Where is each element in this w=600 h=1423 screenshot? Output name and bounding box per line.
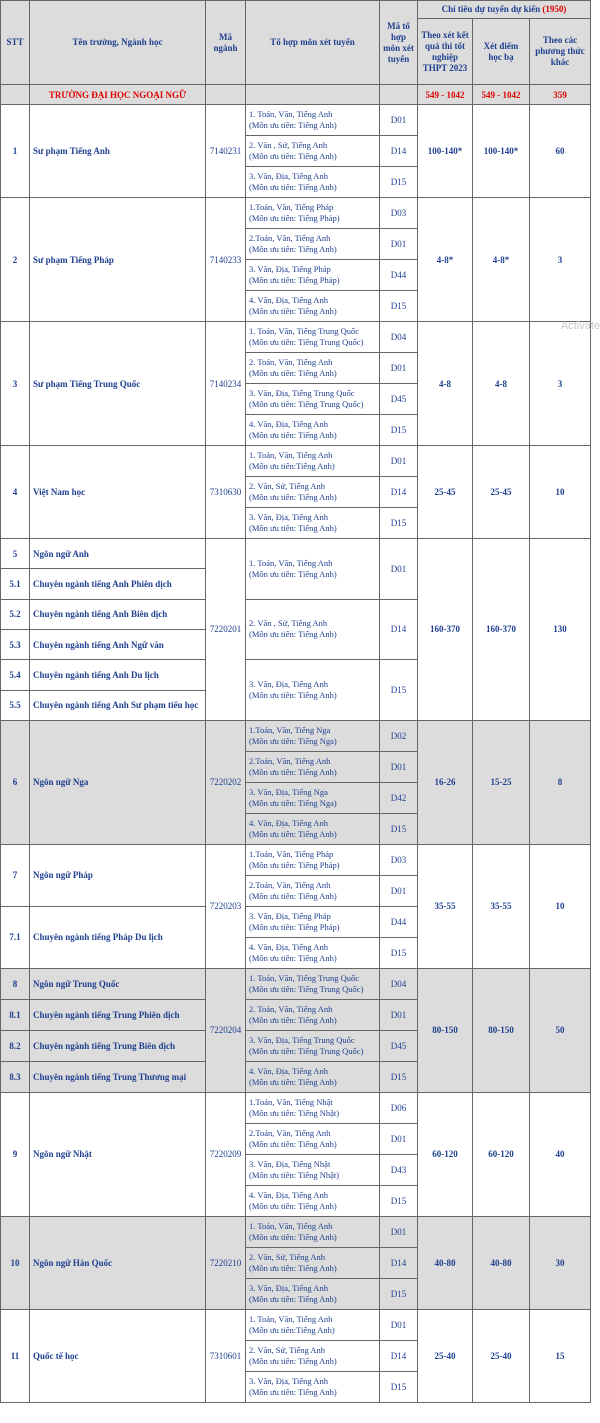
combo-priority: (Môn ưu tiên: Tiếng Pháp) (249, 921, 340, 932)
combo-priority: (Môn ưu tiên: Tiếng Anh) (249, 1138, 337, 1149)
subject-combo (246, 782, 380, 813)
program-row (1, 844, 591, 875)
combo-code: D14 (380, 136, 418, 167)
subject-combo (246, 1340, 380, 1371)
program-code: 7310601 (206, 1309, 246, 1402)
subject-combo (246, 322, 380, 353)
quota-other: 10 (530, 446, 591, 539)
major-name: Sư phạm Tiếng Trung Quốc (30, 322, 206, 446)
combo-subjects: 3. Văn, Địa, Tiếng Anh (249, 679, 328, 690)
program-row (1, 1216, 591, 1247)
combo-subjects: 1. Toán, Văn, Tiếng Anh (249, 1313, 333, 1324)
quota-hocba: 4-8 (473, 322, 530, 446)
combo-subjects: 2. Văn, Sử, Tiếng Anh (249, 1251, 326, 1262)
combo-priority: (Môn ưu tiên: Tiếng Anh) (249, 1014, 337, 1025)
quota-hocba: 40-80 (473, 1216, 530, 1309)
combo-code: D01 (380, 1309, 418, 1340)
combo-priority: (Môn ưu tiên: Tiếng Anh) (249, 244, 337, 254)
combo-subjects: 1.Toán, Văn, Tiếng Nhật (249, 1096, 333, 1107)
header-code: Mã ngành (206, 1, 246, 85)
subject-combo (246, 599, 380, 660)
combo-subjects: 3. Văn, Địa, Tiếng Anh (249, 512, 328, 522)
subject-combo (246, 353, 380, 384)
combo-code: D01 (380, 229, 418, 260)
combo-code: D43 (380, 1154, 418, 1185)
program-row (1, 198, 591, 229)
major-stt: 5.3 (1, 629, 30, 659)
quota-thpt: 80-150 (418, 968, 473, 1092)
program-row (1, 720, 591, 751)
watermark-text: Activate (560, 320, 600, 332)
major-name: Chuyên ngành tiếng Trung Phiên dịch (30, 999, 206, 1030)
combo-priority: (Môn ưu tiên:Tiếng Anh) (249, 1324, 335, 1335)
major-name: Ngôn ngữ Nga (30, 720, 206, 844)
combo-subjects: 4. Văn, Địa, Tiếng Anh (249, 1189, 328, 1200)
quota-other: 130 (530, 539, 591, 721)
header-quota-label: Chỉ tiêu dự tuyển dự kiến (441, 4, 543, 14)
quota-other: 3 (530, 322, 591, 446)
combo-subjects: 1.Toán, Văn, Tiếng Nga (249, 724, 331, 735)
subject-combo (246, 875, 380, 906)
major-stt: 8 (1, 968, 30, 999)
combo-subjects: 3. Văn, Địa, Tiếng Pháp (249, 264, 331, 274)
quota-hocba: 100-140* (473, 105, 530, 198)
combo-code: D15 (380, 1185, 418, 1216)
quota-other: 15 (530, 1309, 591, 1402)
combo-code: D42 (380, 782, 418, 813)
major-name: Chuyên ngành tiếng Anh Ngữ văn (30, 629, 206, 659)
combo-code: D15 (380, 813, 418, 844)
program-code: 7140234 (206, 322, 246, 446)
header-quota-thpt: Theo xét kết quả thi tốt nghiệp THPT 2023 (418, 19, 473, 85)
major-stt: 7.1 (1, 906, 30, 968)
quota-other: 60 (530, 105, 591, 198)
header-quota-other: Theo các phương thức khác (530, 19, 591, 85)
combo-subjects: 4. Văn, Địa, Tiếng Anh (249, 941, 328, 952)
combo-subjects: 2. Toán, Văn, Tiếng Anh (249, 357, 333, 367)
combo-code: D45 (380, 1030, 418, 1061)
school-code (206, 85, 246, 105)
subject-combo (246, 539, 380, 600)
combo-priority: (Môn ưu tiên: Tiếng Anh) (249, 523, 337, 533)
combo-priority: (Môn ưu tiên: Tiếng Anh) (249, 120, 337, 130)
combo-subjects: 3. Văn, Địa, Tiếng Trung Quốc (249, 1034, 355, 1045)
major-name: Ngôn ngữ Trung Quốc (30, 968, 206, 999)
school-name: TRƯỜNG ĐẠI HỌC NGOẠI NGỮ (30, 85, 206, 105)
subject-combo (246, 136, 380, 167)
major-stt: 9 (1, 1092, 30, 1216)
subject-combo (246, 291, 380, 322)
combo-code: D15 (380, 937, 418, 968)
combo-subjects: 4. Văn, Địa, Tiếng Anh (249, 817, 328, 828)
combo-subjects: 1. Toán, Văn, Tiếng Anh (249, 557, 333, 568)
combo-code: D01 (380, 1123, 418, 1154)
combo-subjects: 1. Toán, Văn, Tiếng Anh (249, 450, 333, 460)
quota-other: 30 (530, 1216, 591, 1309)
combo-priority: (Môn ưu tiên: Tiếng Anh) (249, 1262, 337, 1273)
combo-subjects: 2. Văn, Sử, Tiếng Anh (249, 481, 326, 491)
major-stt: 4 (1, 446, 30, 539)
school-quota-hocba: 549 - 1042 (473, 85, 530, 105)
quota-other: 3 (530, 198, 591, 322)
major-name: Quốc tế học (30, 1309, 206, 1402)
combo-code: D01 (380, 875, 418, 906)
combo-priority: (Môn ưu tiên: Tiếng Nga) (249, 797, 337, 808)
subject-combo (246, 477, 380, 508)
subject-combo (246, 167, 380, 198)
combo-subjects: 4. Văn, Địa, Tiếng Anh (249, 419, 328, 429)
major-name: Chuyên ngành tiếng Anh Phiên dịch (30, 569, 206, 599)
combo-subjects: 3. Văn, Địa, Tiếng Pháp (249, 910, 331, 921)
program-row (1, 1309, 591, 1340)
combo-priority: (Môn ưu tiên:Tiếng Anh) (249, 461, 335, 471)
school-combo-code (380, 85, 418, 105)
combo-priority: (Môn ưu tiên: Tiếng Anh) (249, 182, 337, 192)
combo-code: D01 (380, 446, 418, 477)
combo-priority: (Môn ưu tiên: Tiếng Anh) (249, 766, 337, 777)
combo-subjects: 3. Văn, Địa, Tiếng Nga (249, 786, 328, 797)
subject-combo (246, 968, 380, 999)
major-stt: 8.1 (1, 999, 30, 1030)
program-row (1, 968, 591, 999)
school-stt (1, 85, 30, 105)
quota-thpt: 4-8 (418, 322, 473, 446)
combo-priority: (Môn ưu tiên: Tiếng Anh) (249, 1076, 337, 1087)
subject-combo (246, 105, 380, 136)
quota-other: 40 (530, 1092, 591, 1216)
combo-subjects: 2.Toán, Văn, Tiếng Anh (249, 879, 331, 890)
program-code: 7310630 (206, 446, 246, 539)
combo-code: D06 (380, 1092, 418, 1123)
header-quota-group (418, 1, 591, 19)
program-code: 7220202 (206, 720, 246, 844)
major-name: Chuyên ngành tiếng Anh Biên dịch (30, 599, 206, 629)
program-code: 7220201 (206, 539, 246, 721)
school-row (1, 85, 591, 105)
combo-code: D15 (380, 660, 418, 721)
major-stt: 5.2 (1, 599, 30, 629)
subject-combo (246, 260, 380, 291)
header-combo-code: Mã tổ hợp môn xét tuyển (380, 1, 418, 85)
quota-thpt: 25-40 (418, 1309, 473, 1402)
combo-code: D01 (380, 1216, 418, 1247)
major-name: Chuyên ngành tiếng Trung Thương mại (30, 1061, 206, 1092)
combo-priority: (Môn ưu tiên: Tiếng Anh) (249, 151, 337, 161)
combo-code: D14 (380, 599, 418, 660)
subject-combo (246, 844, 380, 875)
major-stt: 1 (1, 105, 30, 198)
major-name: Việt Nam học (30, 446, 206, 539)
quota-thpt: 4-8* (418, 198, 473, 322)
quota-hocba: 160-370 (473, 539, 530, 721)
combo-subjects: 1. Toán, Văn, Tiếng Trung Quốc (249, 972, 360, 983)
program-code: 7220204 (206, 968, 246, 1092)
combo-priority: (Môn ưu tiên: Tiếng Trung Quốc) (249, 337, 364, 347)
combo-priority: (Môn ưu tiên: Tiếng Anh) (249, 690, 337, 701)
combo-subjects: 2.Toán, Văn, Tiếng Anh (249, 1127, 331, 1138)
quota-hocba: 60-120 (473, 1092, 530, 1216)
combo-priority: (Môn ưu tiên: Tiếng Nhật) (249, 1107, 340, 1118)
header-name: Tên trường, Ngành học (30, 1, 206, 85)
combo-priority: (Môn ưu tiên: Tiếng Anh) (249, 952, 337, 963)
combo-subjects: 1. Toán, Văn, Tiếng Anh (249, 109, 333, 119)
combo-priority: (Môn ưu tiên: Tiếng Anh) (249, 492, 337, 502)
subject-combo (246, 384, 380, 415)
combo-priority: (Môn ưu tiên: Tiếng Anh) (249, 890, 337, 901)
combo-subjects: 1.Toán, Văn, Tiếng Pháp (249, 848, 334, 859)
subject-combo (246, 198, 380, 229)
major-stt: 11 (1, 1309, 30, 1402)
major-stt: 2 (1, 198, 30, 322)
combo-code: D02 (380, 720, 418, 751)
quota-thpt: 25-45 (418, 446, 473, 539)
combo-code: D01 (380, 999, 418, 1030)
combo-subjects: 3. Văn, Địa, Tiếng Anh (249, 1282, 328, 1293)
combo-code: D01 (380, 539, 418, 600)
quota-hocba: 25-45 (473, 446, 530, 539)
combo-subjects: 3. Văn, Địa, Tiếng Anh (249, 171, 328, 181)
subject-combo (246, 937, 380, 968)
combo-subjects: 2. Văn, Sử, Tiếng Anh (249, 1344, 326, 1355)
quota-thpt: 60-120 (418, 1092, 473, 1216)
program-row (1, 446, 591, 477)
combo-code: D15 (380, 291, 418, 322)
subject-combo (246, 1123, 380, 1154)
combo-code: D01 (380, 353, 418, 384)
combo-priority: (Môn ưu tiên: Tiếng Nhật) (249, 1169, 340, 1180)
combo-priority: (Môn ưu tiên: Tiếng Anh) (249, 1200, 337, 1211)
combo-code: D01 (380, 105, 418, 136)
combo-code: D14 (380, 1247, 418, 1278)
program-row (1, 105, 591, 136)
subject-combo (246, 1092, 380, 1123)
quota-hocba: 80-150 (473, 968, 530, 1092)
header-quota-total: (1950) (542, 4, 567, 14)
combo-subjects: 3. Văn, Địa, Tiếng Trung Quốc (249, 388, 355, 398)
quota-hocba: 25-40 (473, 1309, 530, 1402)
combo-subjects: 3. Văn, Địa, Tiếng Nhật (249, 1158, 331, 1169)
subject-combo (246, 1185, 380, 1216)
combo-priority: (Môn ưu tiên: Tiếng Trung Quốc) (249, 983, 364, 994)
subject-combo (246, 1030, 380, 1061)
major-stt: 8.2 (1, 1030, 30, 1061)
combo-code: D15 (380, 1061, 418, 1092)
subject-combo (246, 1061, 380, 1092)
program-row (1, 1092, 591, 1123)
major-stt: 6 (1, 720, 30, 844)
major-name: Chuyên ngành tiếng Anh Du lịch (30, 660, 206, 690)
major-stt: 8.3 (1, 1061, 30, 1092)
major-stt: 7 (1, 844, 30, 906)
subject-combo (246, 660, 380, 721)
combo-code: D03 (380, 198, 418, 229)
combo-code: D04 (380, 968, 418, 999)
combo-code: D14 (380, 477, 418, 508)
combo-priority: (Môn ưu tiên: Tiếng Trung Quốc) (249, 1045, 364, 1056)
major-stt: 10 (1, 1216, 30, 1309)
program-code: 7140233 (206, 198, 246, 322)
program-row (1, 539, 591, 569)
combo-subjects: 2.Toán, Văn, Tiếng Anh (249, 233, 331, 243)
quota-other: 50 (530, 968, 591, 1092)
combo-code: D15 (380, 1371, 418, 1402)
quota-other: 10 (530, 844, 591, 968)
header-stt: STT (1, 1, 30, 85)
subject-combo (246, 415, 380, 446)
school-quota-other: 359 (530, 85, 591, 105)
header-combo: Tổ hợp môn xét tuyển (246, 1, 380, 85)
subject-combo (246, 720, 380, 751)
combo-code: D01 (380, 751, 418, 782)
subject-combo (246, 1154, 380, 1185)
subject-combo (246, 1309, 380, 1340)
combo-priority: (Môn ưu tiên: Tiếng Pháp) (249, 213, 340, 223)
program-code: 7220209 (206, 1092, 246, 1216)
header-quota-hocba: Xét điểm học bạ (473, 19, 530, 85)
combo-priority: (Môn ưu tiên: Tiếng Anh) (249, 1386, 337, 1397)
combo-priority: (Môn ưu tiên: Tiếng Anh) (249, 1231, 337, 1242)
combo-priority: (Môn ưu tiên: Tiếng Anh) (249, 568, 337, 579)
combo-subjects: 4. Văn, Địa, Tiếng Anh (249, 295, 328, 305)
major-name: Ngôn ngữ Pháp (30, 844, 206, 906)
quota-thpt: 40-80 (418, 1216, 473, 1309)
major-stt: 3 (1, 322, 30, 446)
quota-thpt: 35-55 (418, 844, 473, 968)
combo-priority: (Môn ưu tiên: Tiếng Anh) (249, 1355, 337, 1366)
major-name: Chuyên ngành tiếng Pháp Du lịch (30, 906, 206, 968)
major-name: Chuyên ngành tiếng Trung Biên dịch (30, 1030, 206, 1061)
combo-priority: (Môn ưu tiên: Tiếng Anh) (249, 629, 337, 640)
program-code: 7140231 (206, 105, 246, 198)
combo-priority: (Môn ưu tiên: Tiếng Pháp) (249, 275, 340, 285)
combo-priority: (Môn ưu tiên: Tiếng Anh) (249, 1293, 337, 1304)
quota-hocba: 15-25 (473, 720, 530, 844)
combo-subjects: 2. Toán, Văn, Tiếng Anh (249, 1003, 333, 1014)
combo-code: D15 (380, 508, 418, 539)
combo-subjects: 1.Toán, Văn, Tiếng Pháp (249, 202, 334, 212)
combo-code: D15 (380, 1278, 418, 1309)
combo-subjects: 4. Văn, Địa, Tiếng Anh (249, 1065, 328, 1076)
combo-code: D44 (380, 260, 418, 291)
major-name: Chuyên ngành tiếng Anh Sư phạm tiểu học (30, 690, 206, 720)
combo-code: D03 (380, 844, 418, 875)
major-name: Ngôn ngữ Nhật (30, 1092, 206, 1216)
subject-combo (246, 229, 380, 260)
combo-code: D15 (380, 415, 418, 446)
major-name: Ngôn ngữ Anh (30, 539, 206, 569)
school-quota-thpt: 549 - 1042 (418, 85, 473, 105)
subject-combo (246, 1216, 380, 1247)
combo-subjects: 1. Toán, Văn, Tiếng Trung Quốc (249, 326, 360, 336)
combo-priority: (Môn ưu tiên: Tiếng Anh) (249, 368, 337, 378)
combo-priority: (Môn ưu tiên: Tiếng Anh) (249, 828, 337, 839)
combo-code: D04 (380, 322, 418, 353)
quota-thpt: 100-140* (418, 105, 473, 198)
combo-code: D14 (380, 1340, 418, 1371)
major-stt: 5.5 (1, 690, 30, 720)
combo-subjects: 1. Toán, Văn, Tiếng Anh (249, 1220, 333, 1231)
subject-combo (246, 446, 380, 477)
major-name: Sư phạm Tiếng Anh (30, 105, 206, 198)
major-stt: 5.1 (1, 569, 30, 599)
combo-code: D44 (380, 906, 418, 937)
program-code: 7220210 (206, 1216, 246, 1309)
quota-hocba: 35-55 (473, 844, 530, 968)
combo-priority: (Môn ưu tiên: Tiếng Trung Quốc) (249, 399, 364, 409)
major-name: Sư phạm Tiếng Pháp (30, 198, 206, 322)
combo-priority: (Môn ưu tiên: Tiếng Pháp) (249, 859, 340, 870)
school-combo (246, 85, 380, 105)
program-row (1, 322, 591, 353)
major-stt: 5.4 (1, 660, 30, 690)
major-stt: 5 (1, 539, 30, 569)
combo-subjects: 2. Văn , Sử, Tiếng Anh (249, 140, 328, 150)
combo-code: D15 (380, 167, 418, 198)
subject-combo (246, 999, 380, 1030)
combo-subjects: 2.Toán, Văn, Tiếng Anh (249, 755, 331, 766)
quota-thpt: 16-26 (418, 720, 473, 844)
subject-combo (246, 751, 380, 782)
quota-other: 8 (530, 720, 591, 844)
subject-combo (246, 1371, 380, 1402)
combo-code: D45 (380, 384, 418, 415)
subject-combo (246, 1247, 380, 1278)
combo-priority: (Môn ưu tiên: Tiếng Nga) (249, 735, 337, 746)
subject-combo (246, 906, 380, 937)
subject-combo (246, 813, 380, 844)
combo-priority: (Môn ưu tiên: Tiếng Anh) (249, 306, 337, 316)
quota-thpt: 160-370 (418, 539, 473, 721)
combo-priority: (Môn ưu tiên: Tiếng Anh) (249, 430, 337, 440)
major-name: Ngôn ngữ Hàn Quốc (30, 1216, 206, 1309)
quota-hocba: 4-8* (473, 198, 530, 322)
combo-subjects: 3. Văn, Địa, Tiếng Anh (249, 1375, 328, 1386)
combo-subjects: 2. Văn , Sử, Tiếng Anh (249, 618, 328, 629)
subject-combo (246, 508, 380, 539)
subject-combo (246, 1278, 380, 1309)
program-code: 7220203 (206, 844, 246, 968)
